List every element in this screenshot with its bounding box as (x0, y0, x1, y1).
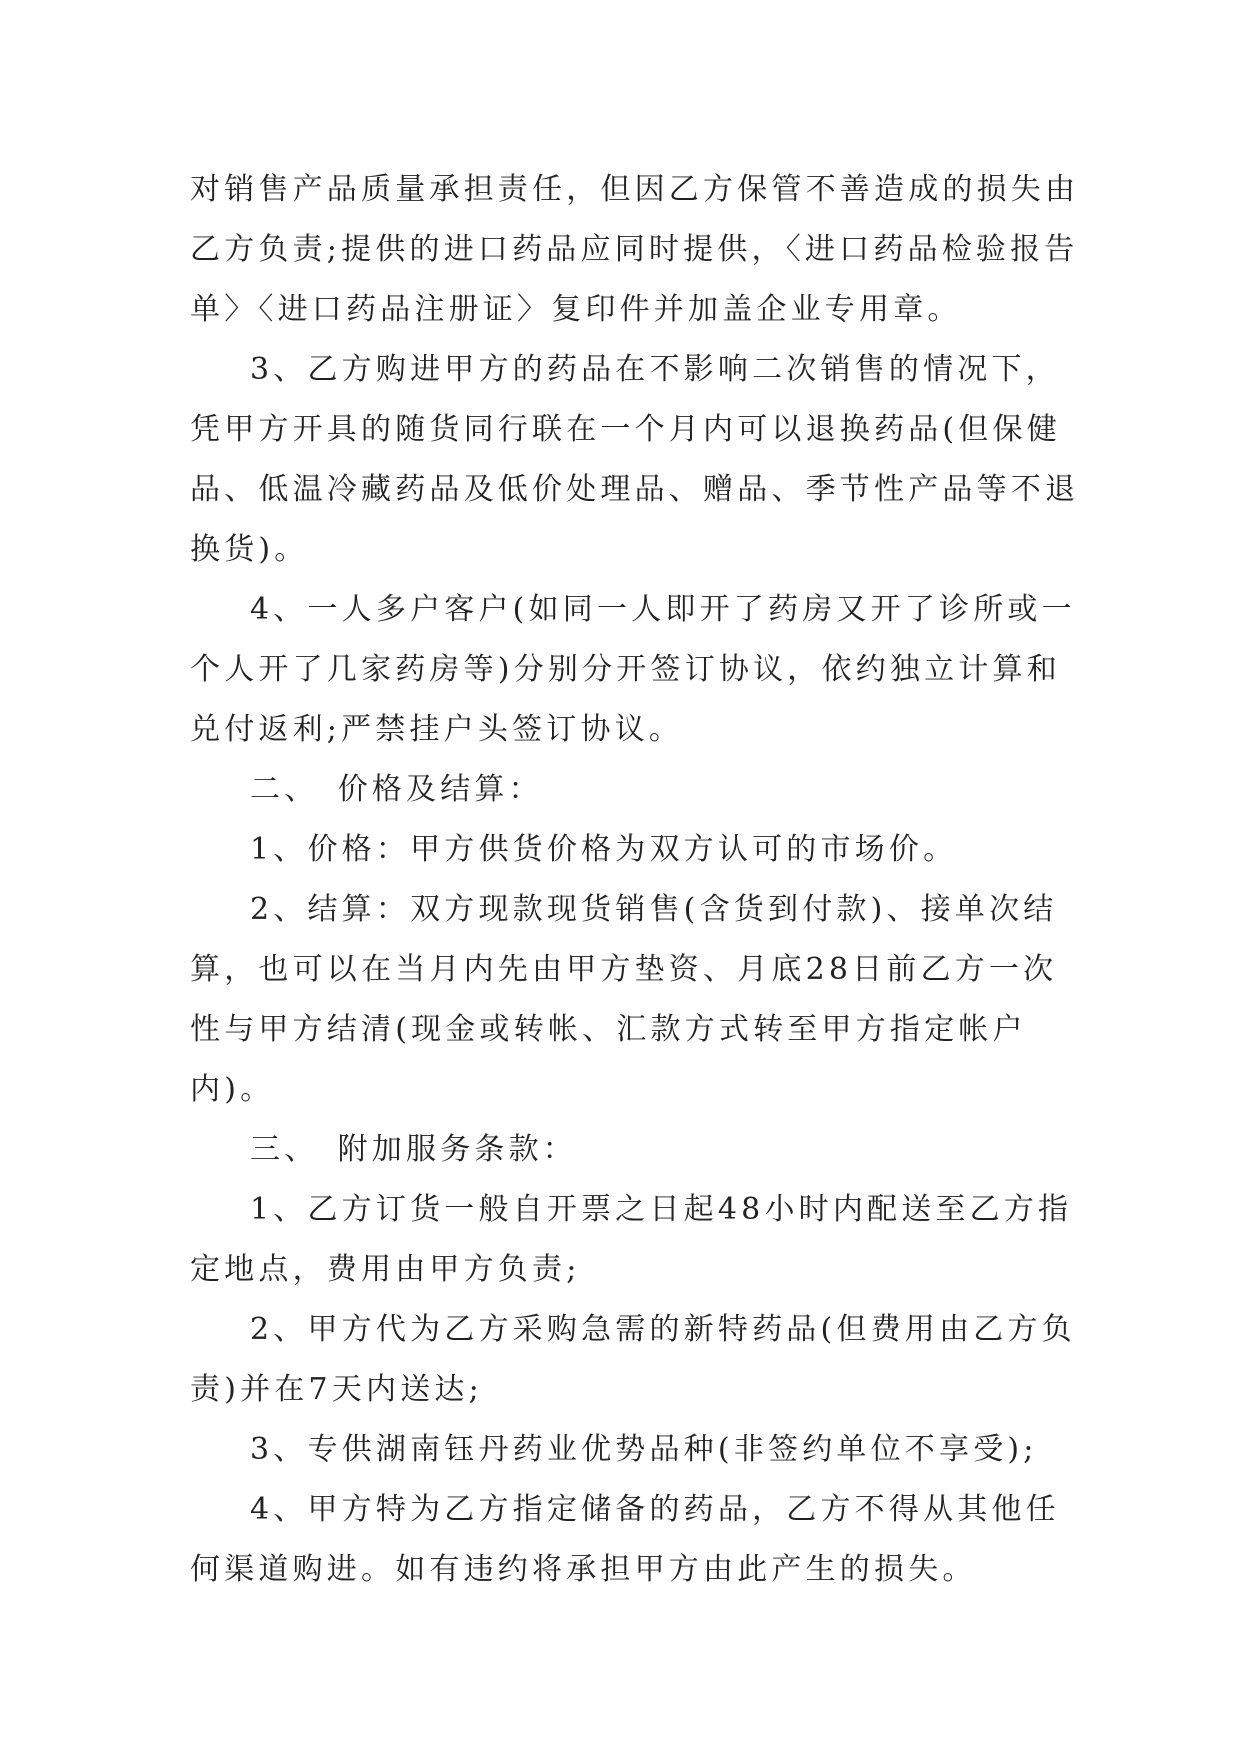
paragraph-settlement (190, 880, 1058, 1120)
paragraph-line: 单〉〈进口药品注册证〉复印件并加盖企业专用章。 (190, 292, 962, 327)
paragraph-line: 责)并在7天内送达; (190, 1372, 483, 1407)
paragraph-line: 定地点，费用由甲方负责; (190, 1252, 581, 1287)
paragraph-item-3-returns (190, 340, 1080, 580)
paragraph-line: 何渠道购进。如有违约将承担甲方由此产生的损失。 (190, 1552, 977, 1587)
paragraph-line: 1、乙方订货一般自开票之日起48小时内配送至乙方指 (250, 1192, 1073, 1227)
paragraph-line: 乙方负责;提供的进口药品应同时提供，〈进口药品检验报告 (190, 232, 1079, 267)
paragraph-line: 换货)。 (190, 532, 309, 567)
paragraph-line: 性与甲方结清(现金或转帐、汇款方式转至甲方指定帐户 (190, 1012, 1027, 1047)
document-body (190, 160, 1080, 1600)
paragraph-line: 个人开了几家药房等)分别分开签订协议，依约独立计算和 (190, 652, 1061, 687)
paragraph-service-reserved-medicine (190, 1480, 1060, 1600)
paragraph-quality-responsibility (190, 160, 1080, 340)
paragraph-line: 对销售产品质量承担责任，但因乙方保管不善造成的损失由 (190, 172, 1080, 207)
paragraph-line: 兑付返利;严禁挂户头签订协议。 (190, 712, 684, 747)
paragraph-line: 1、价格：甲方供货价格为双方认可的市场价。 (250, 832, 958, 867)
paragraph-item-4-multiple-accounts (190, 580, 1076, 760)
paragraph-line: 品、低温冷藏药品及低价处理品、赠品、季节性产品等不退 (190, 472, 1080, 507)
section-heading: 二、 价格及结算： (250, 772, 543, 807)
section-heading-additional-services (190, 1120, 1050, 1180)
section-heading: 三、 附加服务条款： (250, 1132, 577, 1167)
section-heading-price-settlement (190, 760, 1050, 820)
paragraph-service-delivery (190, 1180, 1073, 1300)
paragraph-line: 3、专供湖南钰丹药业优势品种(非签约单位不享受); (250, 1432, 1038, 1467)
paragraph-line: 4、一人多户客户(如同一人即开了药房又开了诊所或一 (250, 592, 1076, 627)
paragraph-line: 凭甲方开具的随货同行联在一个月内可以退换药品(但保健 (190, 412, 1061, 447)
paragraph-line: 算，也可以在当月内先由甲方垫资、月底28日前乙方一次 (190, 952, 1058, 987)
paragraph-service-exclusive-products (190, 1420, 1050, 1480)
paragraph-line: 4、甲方特为乙方指定储备的药品，乙方不得从其他任 (250, 1492, 1060, 1527)
paragraph-line: 2、甲方代为乙方采购急需的新特药品(但费用由乙方负 (250, 1312, 1076, 1347)
paragraph-line: 2、结算：双方现款现货销售(含货到付款)、接单次结 (250, 892, 1058, 927)
paragraph-line: 3、乙方购进甲方的药品在不影响二次销售的情况下， (250, 352, 1060, 387)
paragraph-service-special-medicine (190, 1300, 1076, 1420)
paragraph-price (190, 820, 1050, 880)
paragraph-line: 内)。 (190, 1072, 275, 1107)
